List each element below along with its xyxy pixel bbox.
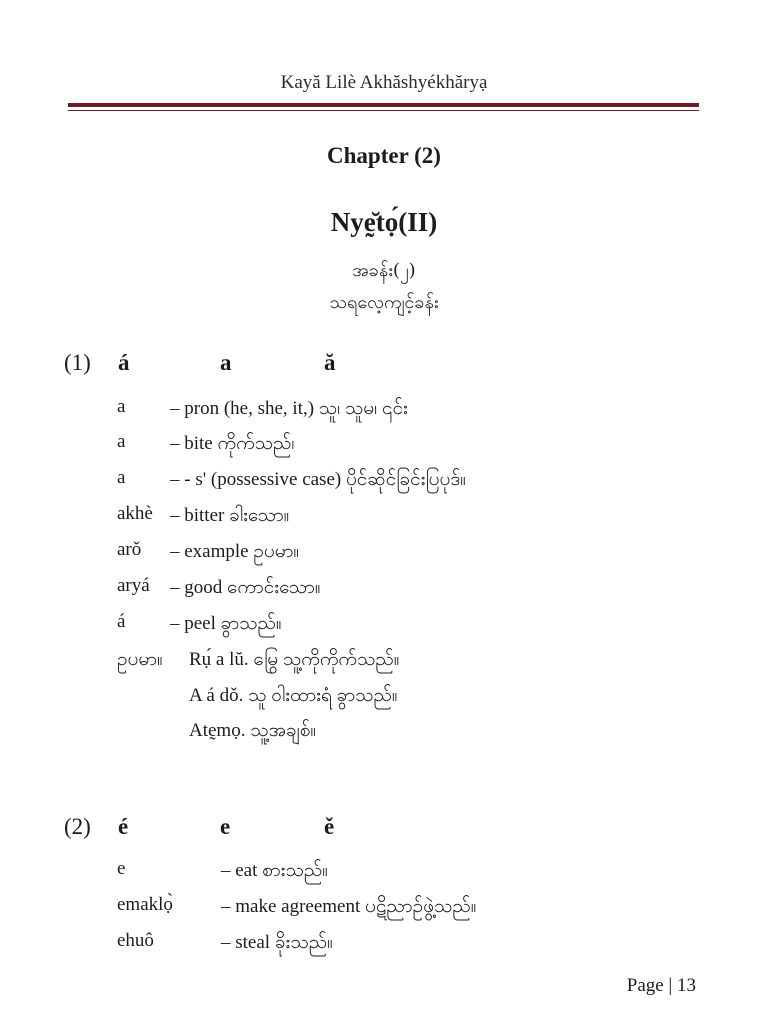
entry-definition: – make agreement ပဋိညာဉ်ဖွဲ့သည်။ [221, 896, 477, 917]
list-item [117, 431, 717, 461]
list-item [117, 930, 717, 960]
list-item [117, 575, 717, 605]
entry-definition: – eat စားသည်။ [221, 860, 328, 881]
chapter-title: Chapter (2) [327, 143, 441, 168]
list-item [117, 503, 717, 533]
entry-definition: – steal ခိုးသည်။ [221, 932, 333, 953]
list-item [117, 894, 717, 924]
list-item [117, 539, 717, 569]
entry-definition: – pron (he, she, it,) သူ၊ သူမ၊ ၎င်း [170, 398, 408, 419]
entry-definition: – bite ကိုက်သည်၊ [170, 433, 295, 454]
tone-letter-high: é [118, 814, 129, 839]
entry-word: ehuô [117, 930, 154, 951]
entry-definition: – good ကောင်းသော။ [170, 577, 321, 598]
entry-word: aryá [117, 575, 150, 596]
vowel-group-1-heading [64, 350, 704, 382]
page-number: Page | 13 [626, 975, 696, 996]
example-sentence: A á dǒ. သူ ဝါးထားရံ ခွာသည်။ [189, 685, 398, 706]
example-row [117, 647, 717, 677]
entry-word: a [117, 431, 126, 452]
list-item [117, 396, 717, 426]
example-row [117, 683, 717, 713]
tone-letter-mid: a [220, 350, 232, 375]
tone-letter-low: ě [324, 814, 335, 839]
example-label: ဥပမာ။ [117, 649, 163, 670]
header-rule-thick [68, 103, 699, 107]
tone-letter-high: á [118, 350, 130, 375]
entry-word: akhè [117, 503, 153, 524]
example-row [117, 718, 717, 748]
section-subtitle-myanmar: အခန်း(၂) [352, 260, 416, 281]
tone-letter-low: ă [324, 350, 336, 375]
section-title: Nyḛ̆tọ́(II) [330, 207, 438, 237]
example-sentence: Atḛmọ. သူ့အချစ်။ [189, 720, 317, 741]
entry-definition: – example ဥပမာ။ [170, 541, 300, 562]
entry-definition: – - s' (possessive case) ပိုင်ဆိုင်ခြင်းပြပုဒ်။ [170, 469, 467, 490]
entry-word: arǒ [117, 539, 142, 560]
list-item [117, 467, 717, 497]
entry-word: e [117, 858, 126, 879]
entry-definition: – peel ခွာသည်။ [170, 613, 282, 634]
vowel-group-2-heading [64, 814, 704, 846]
section-subtitle-myanmar-2: သရလေ့ကျင့်ခန်း [329, 292, 439, 313]
header-rule-thin [68, 110, 699, 111]
entry-word: a [117, 467, 126, 488]
list-item [117, 858, 717, 888]
group-number: (1) [64, 350, 91, 375]
entry-word: emaklọ̀ [117, 894, 173, 915]
running-header: Kayă Lilè Akhăshyékhăryạ [280, 72, 488, 93]
list-item [117, 611, 717, 641]
entry-word: á [117, 611, 126, 632]
group-number: (2) [64, 814, 91, 839]
entry-definition: – bitter ခါးသော။ [170, 505, 290, 526]
tone-letter-mid: e [220, 814, 231, 839]
example-sentence: Rụ́ a lŭ. မြွေ သူ့ကိုကိုက်သည်။ [189, 649, 400, 670]
entry-word: a [117, 396, 126, 417]
